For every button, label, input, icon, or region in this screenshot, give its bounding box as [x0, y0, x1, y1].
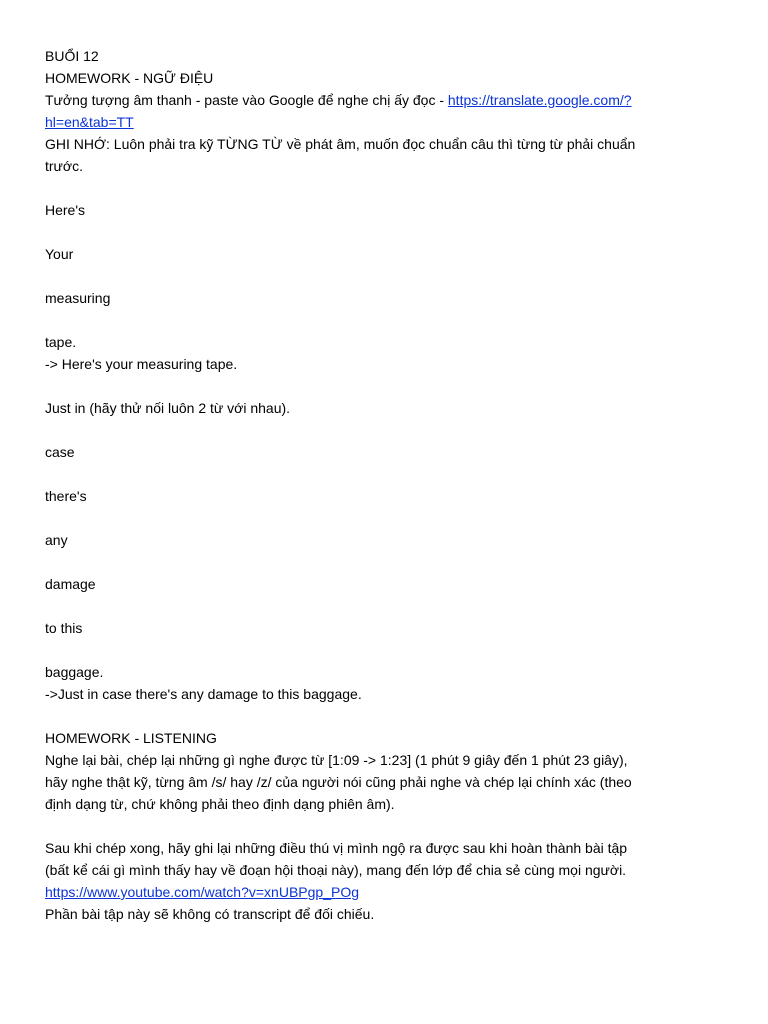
word-line: to this — [45, 620, 83, 636]
word-line: measuring — [45, 290, 111, 306]
listening-instruction-3: định dạng từ, chứ không phải theo định dạng phiên âm). — [45, 796, 395, 812]
listening-instruction-1: Nghe lại bài, chép lại những gì nghe được từ [1:09 -> 1:23] (1 phút 9 giây đến 1 phút 23 giây), — [45, 752, 628, 768]
word-line: damage — [45, 576, 96, 592]
youtube-link-line — [45, 881, 728, 903]
final-note: Phần bài tập này sẽ không có transcript để đối chiếu. — [45, 906, 375, 922]
translate-link-continuation — [45, 111, 728, 133]
word-line: case — [45, 444, 75, 460]
note-line-1: GHI NHỚ: Luôn phải tra kỹ TỪNG TỪ về phát âm, muốn đọc chuẩn câu thì từng từ phải chuẩn — [45, 136, 636, 152]
word-line: Your — [45, 246, 74, 262]
session-title: BUỔI 12 — [45, 48, 99, 64]
word-line: any — [45, 532, 68, 548]
note-line-2: trước. — [45, 158, 83, 174]
homework-listening-title: HOMEWORK - LISTENING — [45, 730, 217, 746]
instruction-line — [45, 89, 728, 111]
homework-intonation-title: HOMEWORK - NGỮ ĐIỆU — [45, 70, 214, 86]
full-sentence-1: -> Here's your measuring tape. — [45, 356, 238, 372]
word-line: Here's — [45, 202, 86, 218]
listening-instruction-2: hãy nghe thật kỹ, từng âm /s/ hay /z/ của người nói cũng phải nghe và chép lại chính xác (theo — [45, 774, 632, 790]
youtube-link[interactable]: https://www.youtube.com/watch?v=xnUBPgp_POg — [45, 884, 359, 900]
word-line: there's — [45, 488, 87, 504]
word-line: Just in (hãy thử nối luôn 2 từ với nhau). — [45, 400, 291, 416]
word-line: baggage. — [45, 664, 104, 680]
after-copy-instruction-2: (bất kể cái gì mình thấy hay về đoạn hội thoại này), mang đến lớp để chia sẻ cùng mọi người. — [45, 862, 627, 878]
full-sentence-2: ->Just in case there's any damage to this baggage. — [45, 686, 362, 702]
word-line: tape. — [45, 334, 77, 350]
instruction-text: Tưởng tượng âm thanh - paste vào Google để nghe chị ấy đọc - — [45, 92, 448, 108]
translate-link[interactable]: https://translate.google.com/? — [447, 92, 632, 108]
after-copy-instruction-1: Sau khi chép xong, hãy ghi lại những điều thú vị mình ngộ ra được sau khi hoàn thành bài tập — [45, 840, 628, 856]
translate-link-part2[interactable]: hl=en&tab=TT — [45, 114, 134, 130]
